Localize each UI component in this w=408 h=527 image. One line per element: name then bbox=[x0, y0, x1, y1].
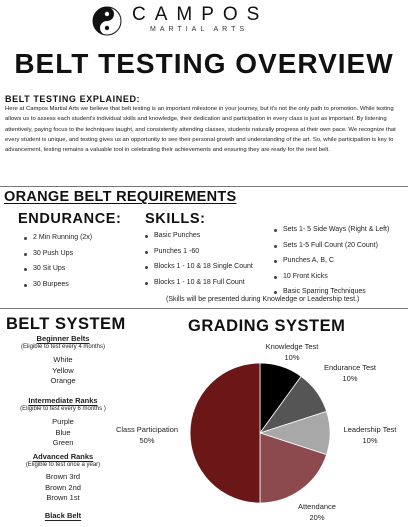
belt-name: Yellow bbox=[52, 365, 74, 375]
belt-name: Brown 3rd bbox=[45, 472, 81, 481]
belt-group-title: Black Belt bbox=[44, 511, 82, 520]
belt-name: Brown 1st bbox=[46, 493, 80, 502]
belt-group-beginner bbox=[0, 334, 126, 387]
skills-note: (Skills will be presented during Knowledge or Leadership test.) bbox=[166, 296, 360, 303]
pie-label-endurance bbox=[305, 363, 395, 384]
brand-tagline: MARTIAL ARTS bbox=[150, 26, 249, 33]
list-item: Basic Punches bbox=[145, 232, 253, 248]
brand-name: CAMPOS bbox=[132, 4, 269, 25]
belt-group-advanced bbox=[0, 452, 126, 504]
belt-system-heading: BELT SYSTEM bbox=[6, 315, 126, 333]
belt-name: White bbox=[53, 355, 73, 364]
belt-group-title: Intermediate Ranks bbox=[28, 396, 98, 405]
slice-label: Knowledge Test bbox=[265, 342, 319, 351]
belt-name: Green bbox=[52, 438, 74, 447]
divider bbox=[0, 308, 408, 309]
list-item: 30 Burpees bbox=[24, 281, 92, 297]
divider bbox=[0, 186, 408, 187]
list-item: Blocks 1 - 10 & 18 Single Count bbox=[145, 263, 253, 279]
slice-value: 10% bbox=[284, 352, 300, 362]
belt-group-subtitle: (Eligible to test every 4 months) bbox=[20, 344, 106, 350]
requirements-heading: ORANGE BELT REQUIREMENTS bbox=[4, 189, 237, 205]
explained-paragraph: Here at Campos Martial Arts we believe that belt testing is an important milestone in your journey, but it's not the only path to promotion. While testing allows us to assess each student's individual skills and knowledge, their dedication and participation in every class is just as important. By listening attentively, paying focus to the techniques taught, and consistently attending classes, students naturally progress at their own pace. We recognize that every student is unique, and testing gives us an opportunity to see their personal growth and understanding of the art. So, while participation is key to advancement, testing remains a valuable tool in celebrating their achievements and ensuring they are ready for the next belt. bbox=[5, 106, 396, 154]
list-item: Sets 1-5 Full Count (20 Count) bbox=[274, 242, 389, 258]
belt-name: Blue bbox=[55, 427, 71, 437]
explained-heading: BELT TESTING EXPLAINED: bbox=[5, 94, 141, 104]
slice-value: 20% bbox=[309, 512, 325, 522]
pie-label-knowledge bbox=[247, 342, 337, 363]
list-item: 10 Front Kicks bbox=[274, 273, 389, 289]
pie-label-leadership bbox=[330, 425, 408, 446]
pie-slice-class-participation bbox=[190, 363, 260, 503]
list-item: 30 Sit Ups bbox=[24, 265, 92, 281]
belt-name: Orange bbox=[50, 376, 76, 385]
skills-heading: SKILLS: bbox=[145, 211, 206, 227]
list-item: Blocks 1 - 10 & 18 Full Count bbox=[145, 279, 253, 295]
grading-system-heading: GRADING SYSTEM bbox=[188, 317, 346, 335]
belt-group-black bbox=[0, 511, 126, 520]
slice-label: Endurance Test bbox=[324, 363, 376, 372]
belt-name: Brown 2nd bbox=[45, 482, 81, 492]
endurance-heading: ENDURANCE: bbox=[18, 211, 122, 227]
list-item: 2 Min Running (2x) bbox=[24, 234, 92, 250]
list-item: Basic Sparring Techniques bbox=[274, 288, 389, 304]
slice-value: 50% bbox=[139, 435, 155, 445]
belt-group-title: Advanced Ranks bbox=[32, 452, 94, 461]
list-item: Punches 1 -60 bbox=[145, 248, 253, 264]
yin-yang-icon bbox=[92, 6, 122, 36]
list-item: Punches A, B, C bbox=[274, 257, 389, 273]
page-title: BELT TESTING OVERVIEW bbox=[14, 48, 394, 79]
slice-label: Leadership Test bbox=[343, 425, 397, 434]
skills-list bbox=[145, 232, 253, 294]
pie-label-attendance bbox=[274, 502, 360, 523]
sets-list bbox=[274, 226, 389, 304]
list-item: 30 Push Ups bbox=[24, 250, 92, 266]
slice-value: 10% bbox=[342, 373, 358, 383]
belt-name: Purple bbox=[52, 417, 74, 426]
endurance-list bbox=[24, 234, 92, 296]
list-item: Sets 1- 5 Side Ways (Right & Left) bbox=[274, 226, 389, 242]
pie-label-class-participation bbox=[104, 425, 190, 446]
belt-group-subtitle: (Eligible to test every 6 months ) bbox=[20, 406, 106, 412]
belt-group-subtitle: (Eligible to test once a year) bbox=[25, 462, 101, 468]
slice-value: 10% bbox=[362, 435, 378, 445]
header-logo bbox=[0, 4, 408, 40]
slice-label: Class Participation bbox=[115, 425, 179, 434]
slice-label: Attendance bbox=[298, 502, 336, 511]
belt-group-title: Beginner Belts bbox=[36, 334, 90, 343]
